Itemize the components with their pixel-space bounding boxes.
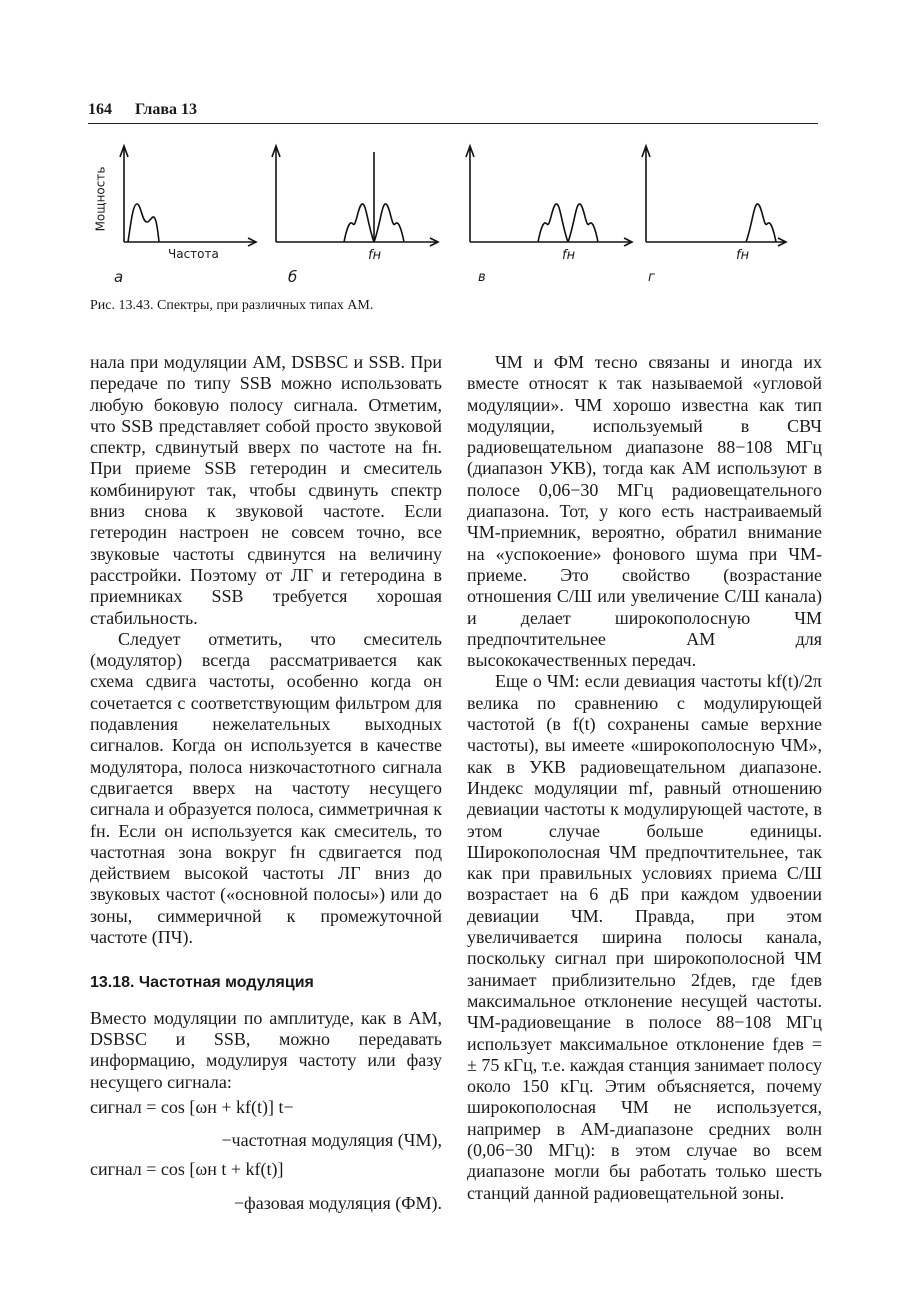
- formula-fm: сигнал = cos [ωн + kf(t)] t−: [90, 1096, 294, 1117]
- formula-pm: сигнал = cos [ωн t + kf(t)]: [90, 1159, 284, 1180]
- page-number: 164: [88, 101, 112, 118]
- panel-v-plot: [466, 146, 632, 246]
- carrier-marker-b: fн: [368, 248, 382, 263]
- panel-b-upper-sideband: [374, 204, 404, 242]
- panel-a-spectrum: [128, 204, 159, 242]
- page-header: [88, 101, 818, 124]
- left-paragraph-1: нала при модуляции АМ, DSBSC и SSB. При передаче по типу SSB можно использовать любую боковую полосу сигнала. Отметим, что SSB представляет собой просто звуковой спектр, сдвинутый вверх по частоте на fн. При приеме SSB гетеродин и смеситель комбинируют так, чтобы сдвинуть спектр вниз снова к звуковой частоте. Если гетеродин настроен не совсем точно, все звуковые частоты сдвинутся на величину расстройки. Поэтому от ЛГ и гетеродина в приемниках SSB требуется хорошая стабильность.: [90, 352, 442, 628]
- right-column: [467, 352, 822, 1204]
- panel-v-upper-sideband: [568, 204, 598, 242]
- left-column: [90, 352, 442, 1222]
- panel-g-upper-sideband: [746, 204, 776, 242]
- spectra-drawing: [100, 142, 800, 292]
- right-paragraph-2: Еще о ЧМ: если девиация частоты kf(t)/2π велика по сравнению с модулирующей частотой (в f(t) сохранены самые верхние частоты), вы имеете «широкополосную ЧМ», как в УКВ радиовещательном диапазоне. Индекс модуляции mf, равный отношению девиации частоты к модулирующей частоте, в этом случае больше единицы. Широкополосная ЧМ предпочтительнее, так как при правильных условиях приема С/Ш возрастает на 6 дБ при каждом удвоении девиации ЧМ. Правда, при этом увеличивается ширина полосы канала, поскольку сигнал при широкополосной ЧМ занимает приблизительно 2fдев, где fдев максимальное отклонение несущей частоты. ЧМ-радиовещание в полосе 88−108 МГц использует максимальное отклонение fдев = ± 75 кГц, т.е. каждая станция занимает полосу около 150 кГц. Этим объясняется, почему широкополосная ЧМ не используется, например в АМ-диапазоне средних волн (0,06−30 МГц): в этом случае во всем диапазоне могли бы работать только шесть станций данной радиовещательной зоны.: [467, 671, 822, 1203]
- y-axis-label: Мощность: [93, 166, 108, 232]
- left-paragraph-2: Следует отметить, что смеситель (модулятор) всегда рассматривается как схема сдвига частоты, особенно когда он сочетается с соответствующим фильтром для подавления нежелательных выходных сигналов. Когда он используется в качестве модулятора, полоса низкочастотного сигнала сдвигается вверх на частоту несущего сигнала и образуется полоса, симметричная к fн. Если он используется как смеситель, то частотная зона вокруг fн сдвигается под действием высокой частоты ЛГ вниз до звуковых частот («основной полосы») или до зоны, симмеричной к промежуточной частоте (ПЧ).: [90, 628, 442, 948]
- section-title: 13.18. Частотная модуляция: [90, 974, 314, 992]
- panel-b-lower-sideband: [344, 204, 374, 242]
- formula-pm-label: −фазовая модуляция (ФМ).: [233, 1192, 442, 1213]
- x-axis-label: Частота: [168, 247, 219, 261]
- panel-letter-a: a: [114, 268, 124, 286]
- carrier-marker-v: fн: [562, 248, 576, 263]
- panel-v-lower-sideband: [538, 204, 568, 242]
- panel-letter-g: г: [648, 270, 655, 285]
- chapter-title: Глава 13: [135, 101, 197, 118]
- carrier-marker-g: fн: [736, 248, 750, 263]
- figure-caption: Рис. 13.43. Спектры, при различных типах АМ.: [90, 298, 374, 313]
- panel-letter-v: в: [478, 270, 486, 285]
- right-paragraph-1: ЧМ и ФМ тесно связаны и иногда их вместе относят к так называемой «угловой модуляции». ЧМ хорошо известна как тип модуляции, используемый в СВЧ радиовещательном диапазоне 88−108 МГц (диапазон УКВ), тогда как АМ используют в полосе 0,06−30 МГц радиовещательного диапазона. Тот, у кого есть настраиваемый ЧМ-приемник, вероятно, обратил внимание на «успокоение» фонового шума при ЧМ-приеме. Это свойство (возрастание отношения С/Ш или увеличение С/Ш канала) и делает широкополосную ЧМ предпочтительнее АМ для высококачественных передач.: [467, 352, 822, 671]
- panel-b-plot: [272, 146, 438, 246]
- formula-fm-label: −частотная модуляция (ЧМ),: [221, 1130, 442, 1151]
- panel-letter-b: б: [288, 268, 298, 286]
- spectra-figure: [93, 142, 800, 292]
- panel-g-plot: [642, 146, 786, 246]
- panel-a-plot: [120, 146, 256, 246]
- left-paragraph-3: Вместо модуляции по амплитуде, как в АМ, DSBSC и SSB, можно передавать информацию, модулируя частоту или фазу несущего сигнала:: [90, 1007, 442, 1092]
